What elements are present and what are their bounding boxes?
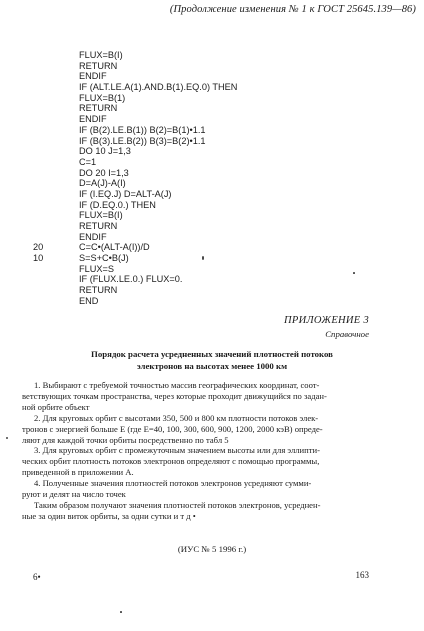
paragraph-line: Таким образом получают значения плотностей потоков электронов, усреднен- [34,499,321,510]
code-line [0,146,424,157]
code-line-text: S=S+C•B(J) [79,253,129,264]
code-line-text: RETURN [79,60,118,71]
code-line [0,242,424,253]
paragraph [22,478,400,500]
code-line [0,232,424,243]
code-line-text: END [79,295,99,306]
code-line-label: 10 [33,253,44,264]
code-line-text: ENDIF [79,71,107,82]
reference-note: (ИУС № 5 1996 г.) [177,544,247,554]
code-line-text: DO 20 I=1,3 [79,167,129,178]
paragraph [22,445,400,478]
code-line [0,61,424,72]
paragraph [22,500,400,522]
section-heading-line-1: Порядок расчета усредненных значений плотностей потоков [91,349,333,359]
paragraph-line: ной орбите объект [22,401,90,412]
scan-speck [202,256,204,260]
paragraph-line: 3. Для круговых орбит с промежуточным значением высоты или для эллипти- [34,445,320,456]
code-line [0,114,424,125]
appendix-title: ПРИЛОЖЕНИЕ 3 [284,315,369,326]
code-line-text: FLUX=B(I) [79,210,123,221]
code-line-text: IF (ALT.LE.A(1).AND.B(1).EQ.0) THEN [79,82,238,93]
body-text [22,380,400,522]
code-line-text: FLUX=B(I) [79,50,123,60]
code-line-text: IF (I.EQ.J) D=ALT-A(J) [79,188,172,199]
code-line-text: C=C•(ALT-A(I))/D [79,242,150,253]
fortran-code-block [0,50,424,307]
code-line [0,71,424,82]
code-line-text: FLUX=S [79,263,114,274]
paragraph [22,413,400,446]
footer-left-mark: 6• [33,572,41,582]
code-line [0,189,424,200]
code-line-text: IF (FLUX.LE.0.) FLUX=0. [79,274,183,285]
paragraph-line: ветствующих точкам пространства, через которые проходит движущийся по задан- [22,390,327,401]
code-line-text: DO 10 J=1,3 [79,146,131,157]
section-heading-line-2: электронов на высотах менее 1000 км [136,361,288,371]
page-header: (Продолжение изменения № 1 к ГОСТ 25645.139—86) [169,4,416,15]
code-line-text: D=A(J)-A(I) [79,178,126,189]
code-line-text: IF (B(2).LE.B(1)) B(2)=B(1)•1.1 [79,124,206,135]
appendix-subtitle: Справочное [325,329,369,339]
paragraph-line: руют и делят на число точек [22,489,126,500]
code-line [0,200,424,211]
code-line-text: IF (B(3).LE.B(2)) B(3)=B(2)•1.1 [79,135,206,146]
code-line [0,50,424,61]
paragraph-line: приведенной в приложении А. [22,467,134,478]
code-line-text: ENDIF [79,231,107,242]
code-line [0,93,424,104]
paragraph-line: ческих орбит плотность потоков электронов определяют с помощью программы, [22,456,320,467]
scan-speck [120,611,122,613]
page-number: 163 [355,570,369,580]
paragraph-line: ляют для каждой точки орбиты посредственно по табл 5 [22,434,229,445]
paragraph [22,380,400,413]
paragraph-line: 4. Полученные значения плотностей потоков электронов усредняют сумми- [34,478,312,489]
code-line-text: RETURN [79,285,118,296]
code-line [0,103,424,114]
paragraph-line: 1. Выбирают с требуемой точностью массив географических координат, соот- [34,380,320,390]
code-line [0,168,424,179]
code-line [0,136,424,147]
code-line [0,285,424,296]
paragraph-line: ные за один виток орбиты, за одни сутки и т д • [22,510,196,521]
code-line-text: C=1 [79,156,97,167]
code-line [0,274,424,285]
paragraph-line: тронов с энергией больше E (где E=40, 100, 300, 600, 900, 1200, 2000 кэВ) опреде- [22,423,323,434]
code-line [0,82,424,93]
code-line [0,296,424,307]
paragraph-line: 2. Для круговых орбит с высотами 350, 500 и 800 км плотности потоков элек- [34,412,319,423]
code-line [0,125,424,136]
code-line [0,264,424,275]
code-line-text: ENDIF [79,114,107,125]
code-line [0,157,424,168]
code-line [0,253,424,264]
code-line-text: RETURN [79,221,118,231]
code-line [0,221,424,232]
scan-speck [6,437,8,439]
scan-speck [353,272,355,274]
code-line [0,178,424,189]
code-line-text: FLUX=B(1) [79,92,126,103]
code-line-label: 20 [33,242,44,253]
code-line [0,210,424,221]
code-line-text: RETURN [79,103,118,114]
code-line-text: IF (D.EQ.0.) THEN [79,199,156,210]
